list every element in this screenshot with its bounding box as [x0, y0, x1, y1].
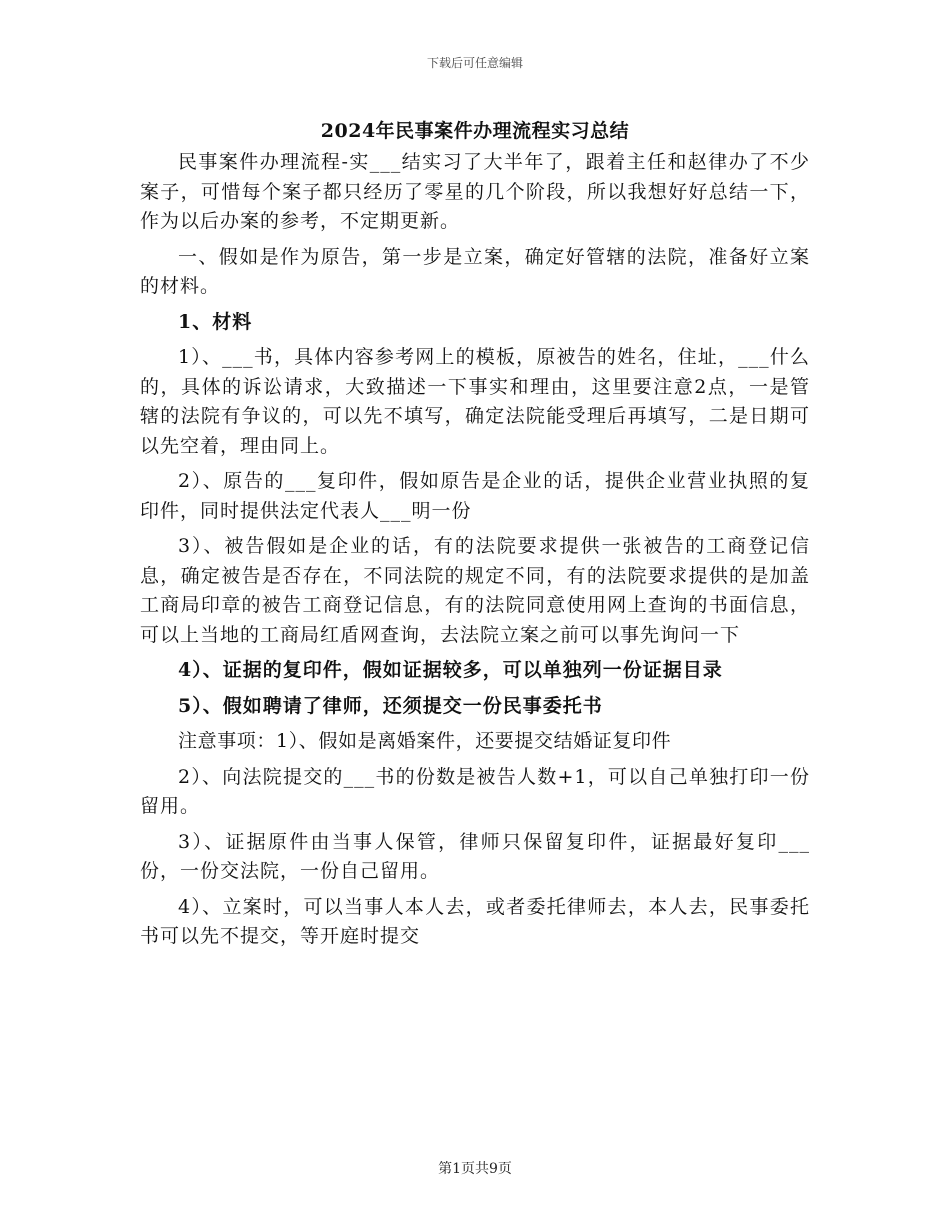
- paragraph-note-3: 3）、证据原件由当事人保管，律师只保留复印件，证据最好复印___份，一份交法院，一份自己留用。: [140, 830, 810, 882]
- paragraph-note-2: 2）、向法院提交的___书的份数是被告人数+1，可以自己单独打印一份留用。: [140, 765, 810, 817]
- page-number: 第1页共9页: [438, 1161, 512, 1177]
- page-header-note: 下载后可任意编辑: [426, 56, 523, 70]
- document-body: [140, 148, 810, 958]
- paragraph-note-4: 4）、立案时，可以当事人本人去，或者委托律师去，本人去，民事委托书可以先不提交，等开庭时提交: [140, 895, 810, 947]
- paragraph-intro: 民事案件办理流程-实___结实习了大半年了，跟着主任和赵律办了不少案子，可惜每个案子都只经历了零星的几个阶段，所以我想好好总结一下，作为以后办案的参考，不定期更新。: [140, 151, 810, 232]
- paragraph-section-one: 一、假如是作为原告，第一步是立案，确定好管辖的法院，准备好立案的材料。: [140, 245, 810, 297]
- paragraph-material-2: 2）、原告的___复印件，假如原告是企业的话，提供企业营业执照的复印件，同时提供法定代表人___明一份: [140, 470, 810, 522]
- paragraph-material-1: 1）、___书，具体内容参考网上的模板，原被告的姓名，住址，___什么的，具体的诉讼请求，大致描述一下事实和理由，这里要注意2点，一是管辖的法院有争议的，可以先不填写，确定法院能受理后再填写，二是日期可以先空着，理由同上。: [140, 346, 810, 457]
- paragraph-material-5: 5）、假如聘请了律师，还须提交一份民事委托书: [178, 694, 603, 717]
- paragraph-material-4: 4）、证据的复印件，假如证据较多，可以单独列一份证据目录: [178, 659, 723, 681]
- document-title: 2024年民事案件办理流程实习总结: [320, 120, 630, 142]
- heading-materials: 1、材料: [178, 310, 253, 333]
- paragraph-material-3: 3）、被告假如是企业的话，有的法院要求提供一张被告的工商登记信息，确定被告是否存在，不同法院的规定不同，有的法院要求提供的是加盖工商局印章的被告工商登记信息，有的法院同意使用网上查询的书面信息，可以上当地的工商局红盾网查询，去法院立案之前可以事先询问一下: [140, 535, 810, 646]
- paragraph-note-1: 注意事项：1）、假如是离婚案件，还要提交结婚证复印件: [178, 730, 672, 752]
